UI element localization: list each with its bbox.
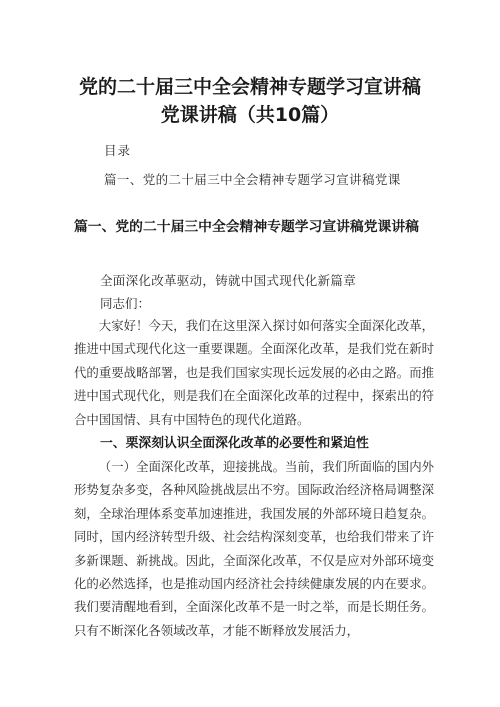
speech-subtitle: 全面深化改革驱动，铸就中国式现代化新篇章 <box>100 273 357 288</box>
document-title-line1: 党的二十届三中全会精神专题学习宣讲稿 <box>78 76 421 98</box>
document-title-line2: 党课讲稿（共10篇） <box>160 104 340 126</box>
heading-section-one: 一、栗深刻认识全面深化改革的必要性和紧迫性 <box>100 436 369 451</box>
paragraph-intro: 大家好！今天，我们在这里深入探讨如何落实全面深化改革，推进中国式现代化这一重要课题。全面深化改革，是我们党在新时代的重要战略部署，也是我们国家实现长远发展的必由之路。而推进中国式现代化，则是我们在全面深化改革的过程中，探索出的符合中国国情、具有中国特色的现代化道路。 <box>74 318 434 427</box>
greeting: 同志们： <box>100 296 151 311</box>
section-title: 篇一、党的二十届三中全会精神专题学习宣讲稿党课讲稿 <box>74 219 419 235</box>
paragraph-section-one: （一）全面深化改革，迎接挑战。当前，我们所面临的国内外形势复杂多变，各种风险挑战层出不穷。国际政治经济格局调整深刻，全球治理体系变革加速推进，我国发展的外部环境日趋复杂。同时，国内经济转型升级、社会结构深刻变革，也给我们带来了许多新课题、新挑战。因此，全面深化改革，不仅是应对外部环境变化的必然选择，也是推动国内经济社会持续健康发展的内在要求。我们要清醒地看到，全面深化改革不是一时之举，而是长期任务。只有不断深化各领域改革，才能不断释放发展活力， <box>74 459 434 638</box>
toc-item-1[interactable]: 篇一、党的二十届三中全会精神专题学习宣讲稿党课 <box>104 172 401 187</box>
toc-label: 目录 <box>104 143 132 158</box>
